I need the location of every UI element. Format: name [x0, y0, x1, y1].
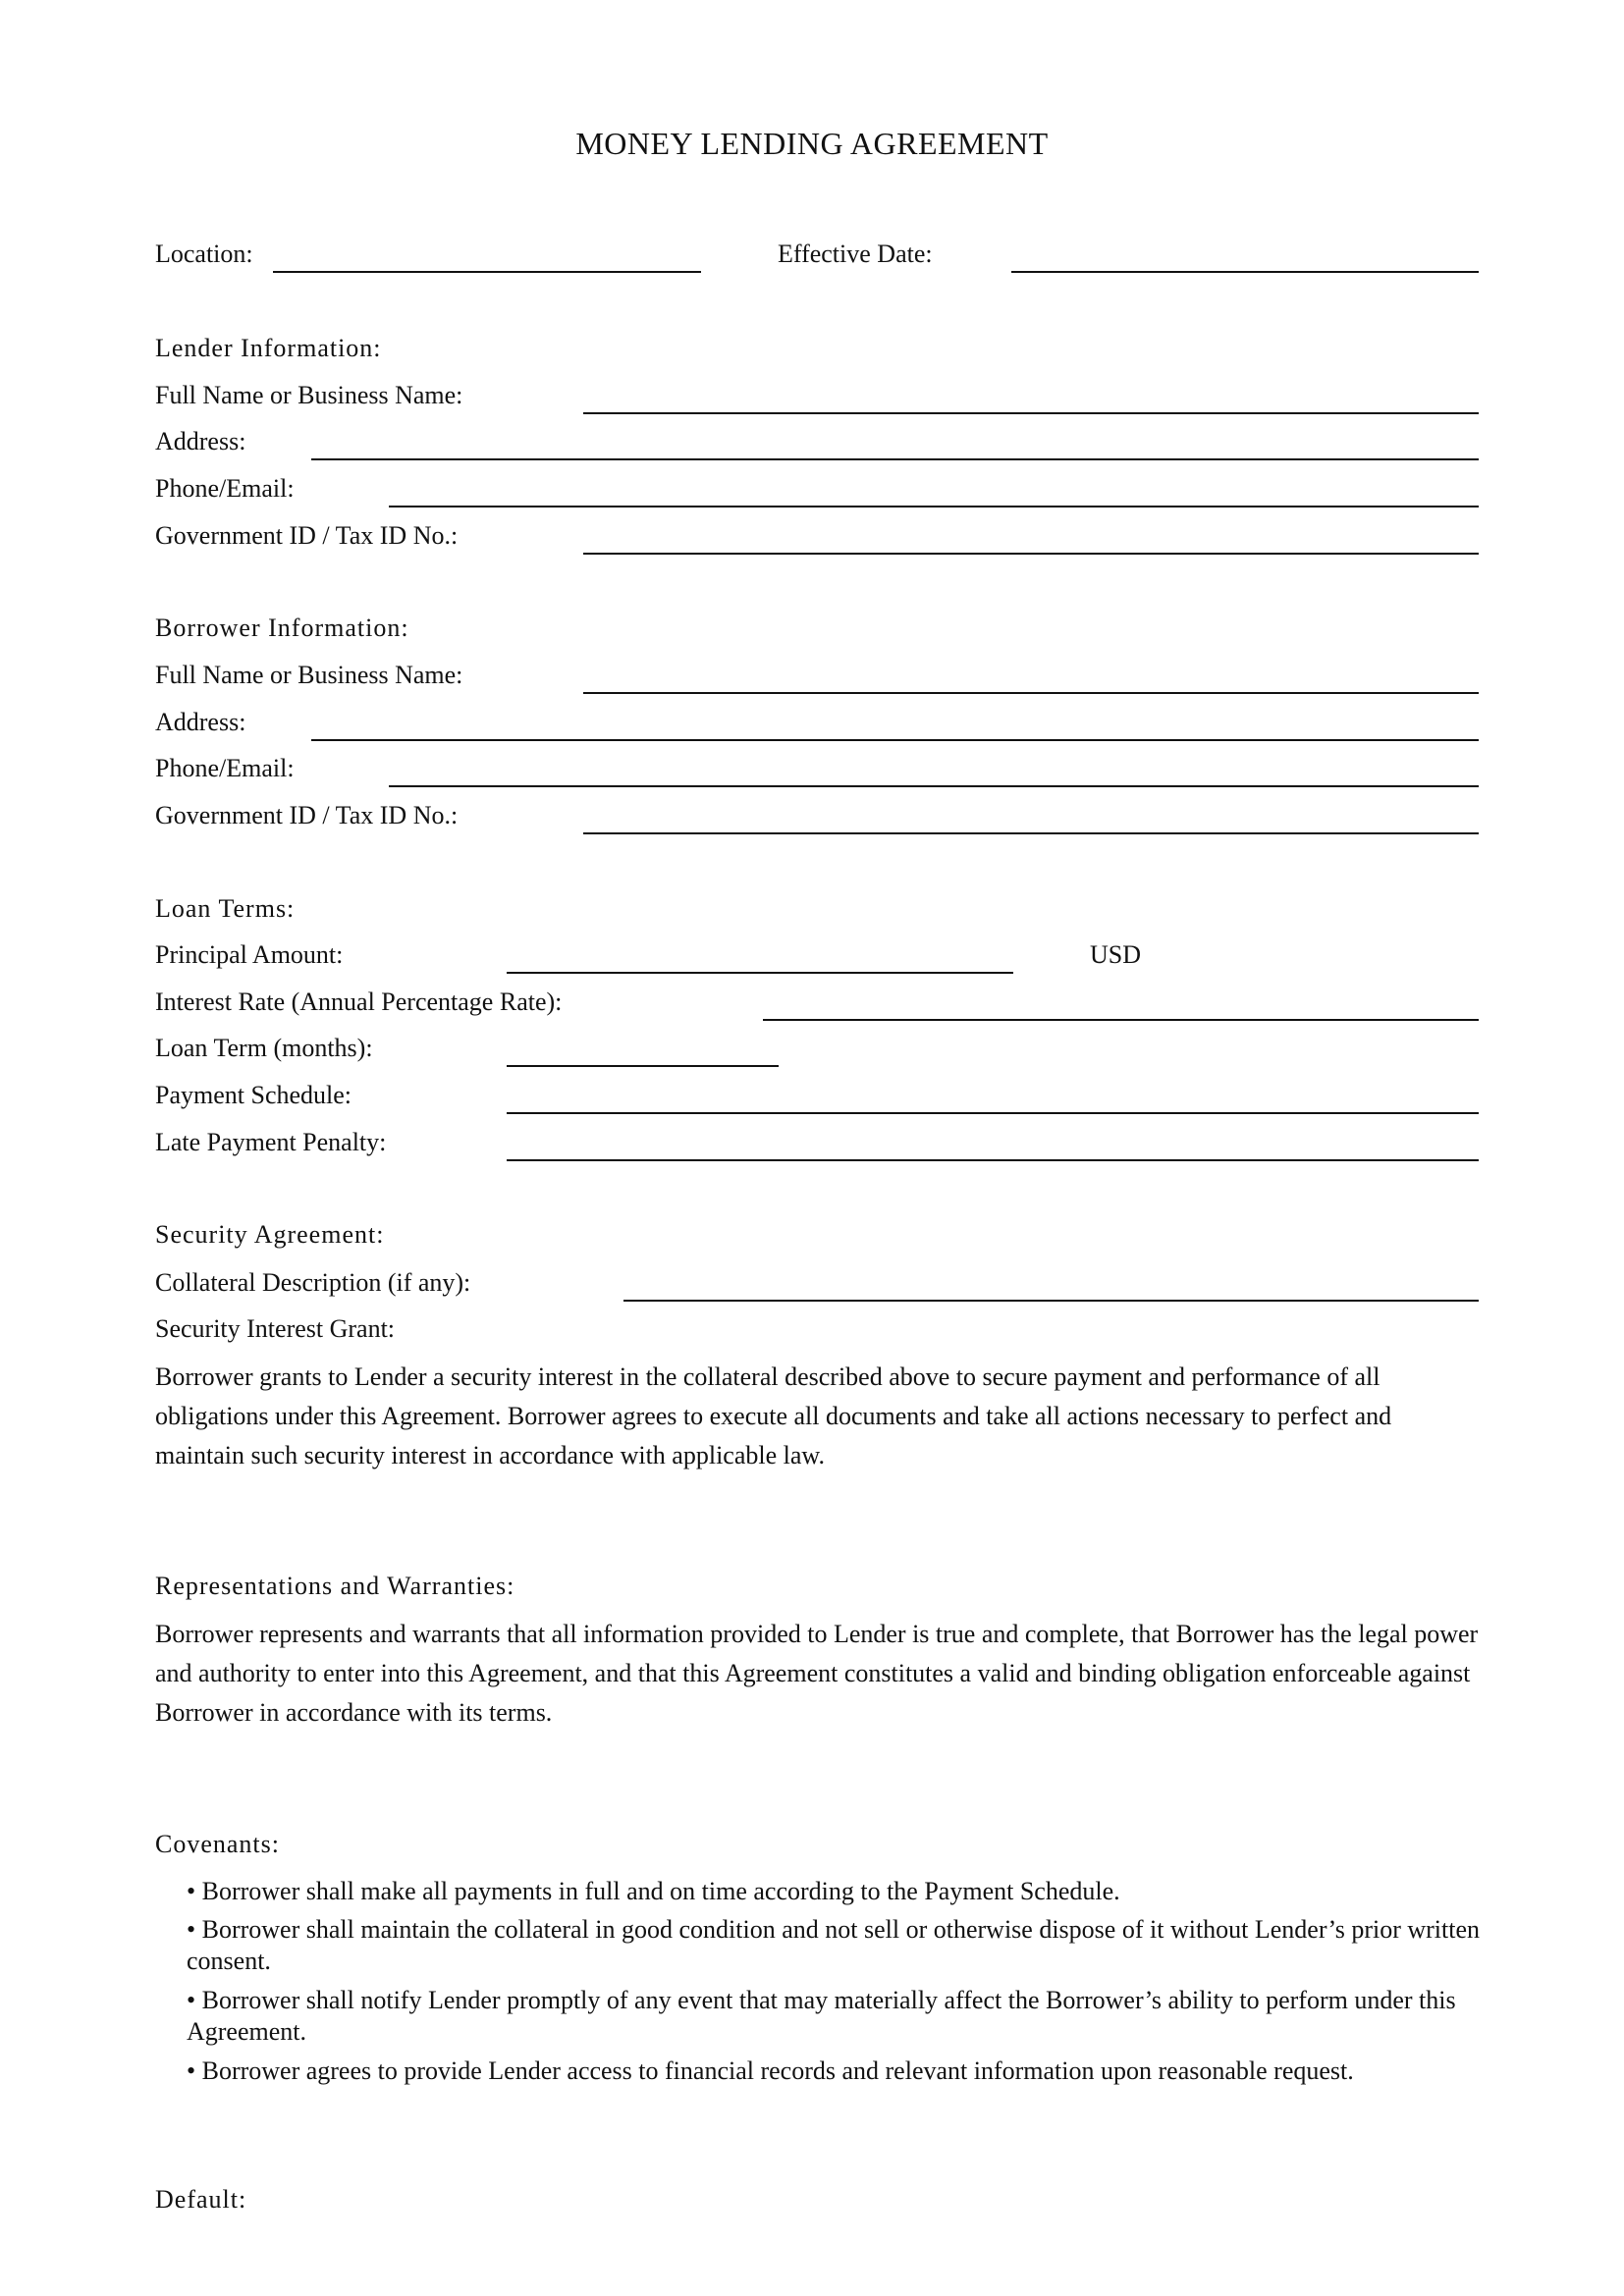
security-grant-label: Security Interest Grant: — [155, 1314, 396, 1343]
borrower-contact-label: Phone/Email: — [155, 754, 295, 782]
lender-id-field[interactable] — [583, 529, 1479, 555]
effective-date-label: Effective Date: — [778, 240, 933, 268]
lender-id-label: Government ID / Tax ID No.: — [155, 521, 459, 550]
default-heading: Default: — [155, 2185, 247, 2214]
interest-rate-field[interactable] — [763, 995, 1479, 1021]
lender-name-field[interactable] — [583, 389, 1479, 414]
payment-schedule-label: Payment Schedule: — [155, 1081, 352, 1109]
covenants-heading: Covenants: — [155, 1830, 280, 1858]
borrower-id-field[interactable] — [583, 809, 1479, 834]
loan-terms-heading: Loan Terms: — [155, 894, 296, 923]
principal-amount-label: Principal Amount: — [155, 940, 344, 969]
interest-rate-label: Interest Rate (Annual Percentage Rate): — [155, 988, 563, 1016]
covenant-item: • Borrower agrees to provide Lender access to financial records and relevant information upon reasonable request. — [187, 2056, 1354, 2085]
location-label: Location: — [155, 240, 253, 268]
covenant-item: • Borrower shall make all payments in full and on time according to the Payment Schedule. — [187, 1877, 1120, 1905]
security-agreement-heading: Security Agreement: — [155, 1220, 385, 1249]
borrower-contact-field[interactable] — [389, 762, 1479, 787]
borrower-address-label: Address: — [155, 708, 246, 736]
currency-label: USD — [1090, 940, 1142, 969]
covenant-item: • Borrower shall notify Lender promptly of any event that may materially affect the Borrower’s ability to perform under this Agreement. — [187, 1986, 1456, 2046]
principal-amount-field[interactable] — [507, 948, 1013, 974]
late-penalty-label: Late Payment Penalty: — [155, 1128, 387, 1156]
lender-name-label: Full Name or Business Name: — [155, 381, 463, 409]
lender-section-heading: Lender Information: — [155, 334, 382, 362]
payment-schedule-field[interactable] — [507, 1089, 1479, 1114]
security-grant-text: Borrower grants to Lender a security interest in the collateral described above to secure payment and performance of all obligations under this Agreement. Borrower agrees to execute all documents and take all actions necessary to perfect and maintain such security interest in accordance with applicable law. — [155, 1362, 1392, 1469]
borrower-name-field[interactable] — [583, 668, 1479, 694]
loan-term-label: Loan Term (months): — [155, 1034, 373, 1062]
borrower-section-heading: Borrower Information: — [155, 614, 409, 642]
loan-term-field[interactable] — [507, 1041, 779, 1067]
covenant-item: • Borrower shall maintain the collateral in good condition and not sell or otherwise dispose of it without Lender’s prior written consent. — [187, 1915, 1480, 1975]
representations-heading: Representations and Warranties: — [155, 1572, 515, 1600]
borrower-address-field[interactable] — [311, 716, 1479, 741]
document-title: MONEY LENDING AGREEMENT — [575, 126, 1049, 161]
representations-text: Borrower represents and warrants that all information provided to Lender is true and complete, that Borrower has the legal power and authority to enter into this Agreement, and that this Agreement constitutes a valid and binding obligation enforceable against Borrower in accordance with its terms. — [155, 1620, 1479, 1727]
lender-address-label: Address: — [155, 427, 246, 455]
collateral-field[interactable] — [623, 1276, 1479, 1302]
borrower-id-label: Government ID / Tax ID No.: — [155, 801, 459, 829]
borrower-name-label: Full Name or Business Name: — [155, 661, 463, 689]
lender-contact-field[interactable] — [389, 482, 1479, 507]
lender-address-field[interactable] — [311, 435, 1479, 460]
lender-contact-label: Phone/Email: — [155, 474, 295, 503]
effective-date-field[interactable] — [1011, 247, 1479, 273]
late-penalty-field[interactable] — [507, 1136, 1479, 1161]
location-field[interactable] — [273, 247, 701, 273]
collateral-label: Collateral Description (if any): — [155, 1268, 471, 1297]
